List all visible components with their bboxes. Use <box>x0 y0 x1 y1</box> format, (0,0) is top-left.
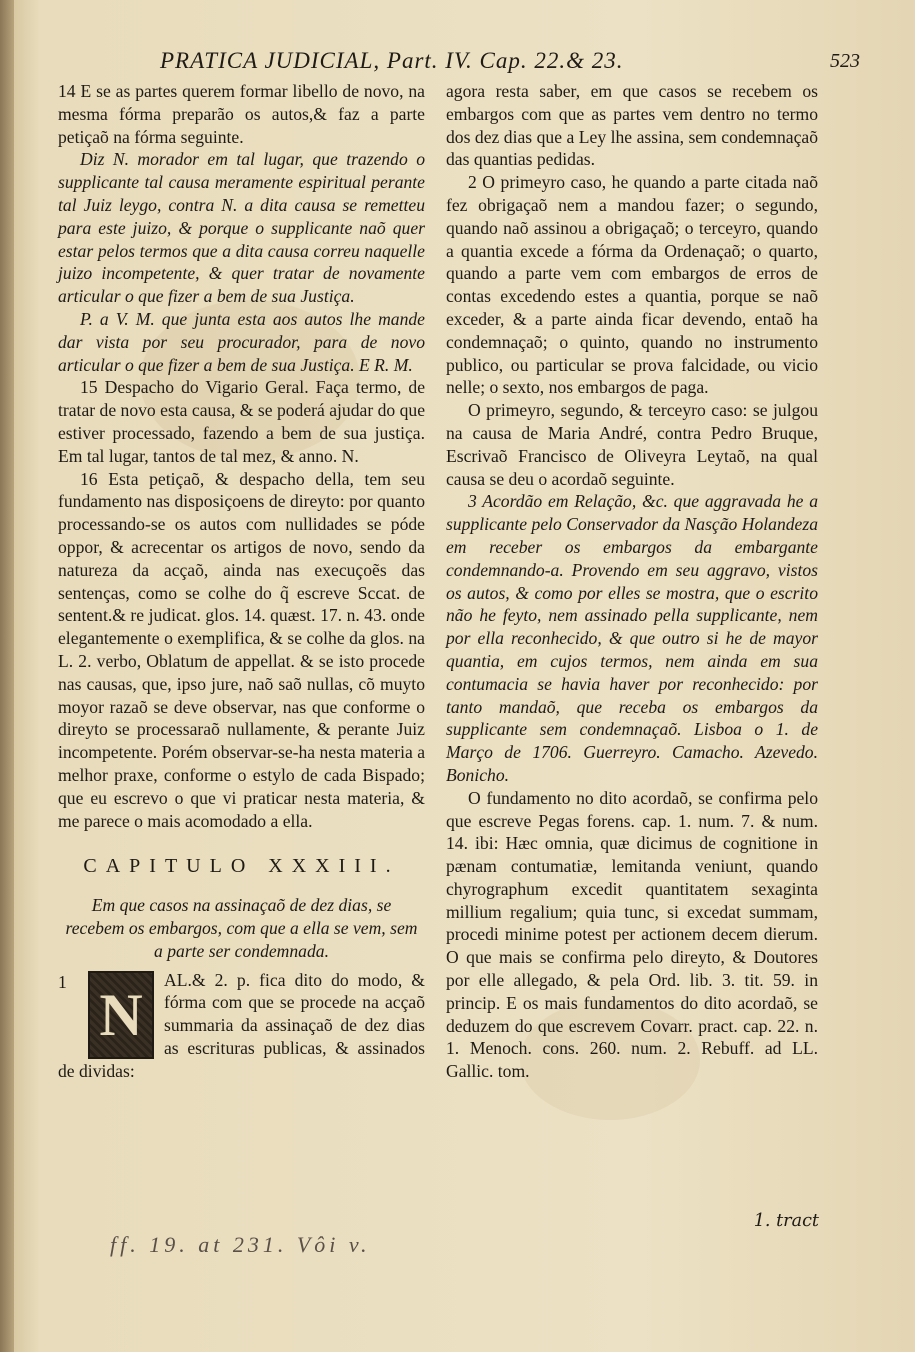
paragraph-3: 3 Acordão em Relação, &c. que aggravada he a supplicante pelo Conservador da Nasção Holandeza em receber os embargos da embargante condemnando-a. Provendo em seu aggravo, vistos os autos, & como por elles se mostra, que o escrito não he feyto, nem assinado pella supplicante, nem por ella reconhecido, & que outro si he de mayor quantia, em cujos termos, nem ainda em sua contumacia se havia haver por reconhecido: por tanto mandaõ, que receba os embargos da supplicante sem condemnaçaõ. Lisboa o 1. de Março de 1706. Guerreyro. Camacho. Azevedo. Bonicho. <box>446 491 818 785</box>
paragraph-1-continued: agora resta saber, em que casos se recebem os embargos com que as partes vem dentro no termo dos dez dias que a Ley lhe assina, sem condemnaçaõ das quantias pedidas. <box>446 81 818 170</box>
paragraph-14: 14 E se as partes querem formar libello de novo, na mesma fórma preparão os autos,& faz a parte petiçaõ na fórma seguinte. <box>58 81 425 147</box>
petition-text: Diz N. morador em tal lugar, que trazendo o supplicante tal causa meramente espiritual perante tal Juiz leygo, contra N. a dita causa se remetteu para este juizo, & porque o supplicante naõ quer estar pelos termos que a dita causa correu naquelle juizo incompetente, & quer tratar de novamente articular o que fizer a bem de sua Justiça. <box>58 149 425 307</box>
paragraph-2: 2 O primeyro caso, he quando a parte citada naõ fez obrigaçaõ nem a mandou fazer; o segundo, quando naõ assinou a obrigaçaõ; o terceyro, quando a quantia excede a fórma da Ordenaçaõ; o quarto, quando a parte vem com embargos de erros de contas excedendo estes a quantia, porque se naõ exceder, & a parte ainda ficar devendo, entaõ ha condemnaçaõ; o quinto, quando no instrumento publico, ou particular se prova falcidade, ou vicio nelle; o sexto, nos embargos de paga. <box>446 172 818 398</box>
paragraph-1-text: AL.& 2. p. fica dito do modo, & fórma com que se procede na acçaõ summaria da assinaçaõ de dez dias as escrituras publicas, & assinados de dividas: <box>58 969 425 1081</box>
handwritten-note: ff. 19. at 231. Vôi v. <box>110 1232 371 1257</box>
running-title: PRATICA JUDICIAL, Part. IV. Cap. 22.& 23. <box>160 48 624 73</box>
left-column <box>58 80 425 1083</box>
page-number: 523 <box>830 50 860 72</box>
chapter-opening <box>58 969 425 1083</box>
ornamental-initial <box>88 971 154 1059</box>
chapter-title: CAPITULO XXXIII. <box>83 855 400 878</box>
drop-cap-letter: N <box>99 981 143 1048</box>
paragraph-2b: O primeyro, segundo, & terceyro caso: se julgou na causa de Maria André, contra Pedro Bruque, Escrivaõ Francisco de Oliveyra Leytaõ, na qual causa se deu o acordaõ seguinte. <box>446 400 818 489</box>
page-gutter <box>0 0 14 1352</box>
section-number: 1 <box>58 971 67 992</box>
paragraph-15: 15 Despacho do Vigario Geral. Faça termo, de tratar de novo esta causa, & se poderá ajudar do que estiver processado, fazendo a bem de sua justiça. Em tal lugar, tantos de tal mez, & anno. N. <box>58 377 425 466</box>
catchword: 1. tract <box>753 1211 819 1231</box>
paragraph-16: 16 Esta petiçaõ, & despacho della, tem seu fundamento nas disposiçoens de direyto: por quanto processando-se os autos com nullidades se póde oppor, & acrecentar os artigos de novo, sendo da natureza da acçaõ, ainda nas execuçoẽs das sentenças, como se colhe do q̃ escreve Sccat. de sentent.& re judicat. glos. 14. quæst. 17. n. 43. onde elegantemente o exemplifica, & se colhe da glos. na L. 2. verbo, Oblatum de appellat. & se isto procede nas causas, que, ipso jure, naõ saõ nullas, cõ muyto moyor razaõ se deve observar, nas que conforme o direyto se processaraõ nullamente, & perante Juiz incompetente. Porém observar-se-ha nesta materia a melhor praxe, conforme o estylo de cada Bispado; que eu escrevo o que vi praticar nesta materia, & me parece o mais acomodado a ella. <box>58 468 426 831</box>
running-header <box>60 48 860 82</box>
paragraph-4: O fundamento no dito acordaõ, se confirma pelo que escreve Pegas forens. cap. 1. num. 7. & num. 14. ibi: Hæc omnia, quæ dicimus de cognitione in pænam contumatiæ, lemitanda veniunt, quando chyrographum excedit quantitatem sexaginta millium regalium; quia tunc, si excedat summam, procedi minime potest per actionem decem dierum. O que mais se confirma pelo direyto, & Doutores por elle allegado, & pela Ord. lib. 3. tit. 59. in princip. E os mais fundamentos do dito acordaõ, se deduzem do que escrevem Covarr. pract. cap. 22. n. 1. Menoch. cons. 260. num. 2. Rebuff. ad LL. Gallic. tom. <box>446 787 818 1082</box>
right-column <box>446 80 818 1083</box>
petition-request: P. a V. M. que junta esta aos autos lhe mande dar vista por seu procurador, para de novo articular o que fizer a bem de sua Justiça. E R. M. <box>58 308 425 375</box>
chapter-subtitle: Em que casos na assinaçaõ de dez dias, se recebem os embargos, com que a ella se vem, sem a parte ser condemnada. <box>65 895 418 961</box>
